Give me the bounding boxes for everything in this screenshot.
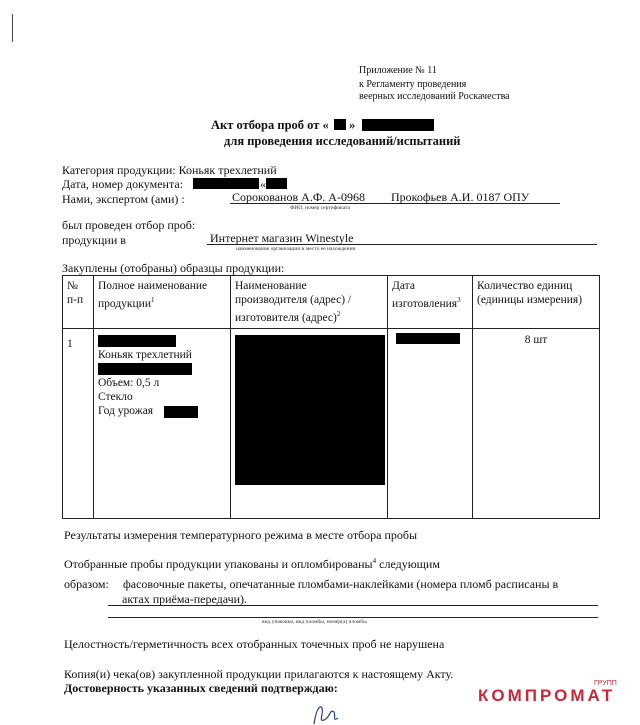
receipt-text: Копия(и) чека(ов) закупленной продукции прилагаются к настоящему Акту. [64,667,454,681]
footnote-ref: 3 [457,296,461,304]
row-name [94,328,231,518]
header-date [388,276,473,329]
row-volume: Объем: 0,5 л [98,376,160,389]
footnote-ref: 1 [150,296,155,304]
place-caption: наименование организации и место ее нахождения [236,246,356,252]
conducted-line-1: был проведен отбор проб: [62,218,196,232]
header-num-line-1: № [67,280,78,292]
footnote-ref: 4 [372,557,377,565]
category: Категория продукции: Коньяк трехлетний [62,163,277,177]
header-date-line-1: Дата [392,280,415,292]
title-prefix: Акт отбора проб от « [211,118,329,132]
row-qty: 8 шт [473,328,600,518]
redaction [266,178,287,189]
integrity-text: Целостность/герметичность всех отобранных точечных проб не нарушена [64,637,445,651]
temp-results: Результаты измерения температурного режима в месте отбора пробы [64,528,418,542]
place-underline [207,244,597,245]
redaction [98,363,192,375]
header-fullname [94,276,231,329]
footnote-ref: 2 [336,310,341,318]
experts-caption: ФИО, номер сертификата [290,205,350,211]
redaction [396,333,460,344]
title-mid: » [349,118,356,132]
header-date-line-2 [392,293,468,311]
purchased-label: Закуплены (отобраны) образцы продукции: [62,261,285,275]
row-harvest-label: Год урожая [98,404,154,417]
header-num [63,276,94,329]
header-producer-text: изготовителя (адрес) [235,311,337,324]
row-num: 1 [63,328,94,518]
row-name-redacted [98,334,226,348]
appendix-line-3: веерных исследований Роскачества [359,91,510,102]
row-name-line-1: Коньяк трехлетний [98,348,192,361]
manner-line-2: актах приёма-передачи). [122,592,248,606]
title-line-2: для проведения исследований/испытаний [224,134,461,148]
header-fullname-line-1: Полное наименование [98,280,208,292]
redaction [362,119,434,131]
header-producer-line-2: производителя (адрес) / [235,294,352,306]
packed-text [64,557,440,572]
redaction [164,406,198,418]
packed-main: Отобранные пробы продукции упакованы и опломбированы [64,557,373,571]
table-header-row [63,276,600,329]
conducted-line-2: продукции в [62,233,126,247]
experts-underline [230,203,560,204]
signature-image [308,700,348,725]
header-qty [473,276,600,329]
manner-underline-2 [108,617,598,618]
header-producer [231,276,388,329]
manner-label: образом: [64,577,109,591]
table-row [63,328,600,518]
row-name-redacted-2 [98,362,226,376]
samples-table [62,275,600,519]
header-producer-line-3 [235,307,383,325]
experts-label: Нами, экспертом (ами) : [62,192,185,206]
appendix-line-2: к Регламенту проведения [359,79,467,90]
manner-caption: вид упаковки, вид пломбы, номер(а) пломбы [262,619,367,625]
place-value: Интернет магазин Winestyle [210,231,354,245]
manner-underline-1 [108,605,598,606]
row-producer [231,328,388,518]
header-num-line-2: п-п [67,294,84,306]
redaction [334,119,346,130]
row-harvest [98,404,226,418]
header-fullname-text: продукции [98,297,151,310]
appendix-line-1: Приложение № 11 [359,65,437,76]
confirm-text: Достоверность указанных сведений подтверждаю: [64,681,338,695]
row-date [388,328,473,518]
manner-line-1: фасовочные пакеты, опечатанные пломбами-наклейками (номера пломб расписаны в [123,577,559,591]
redaction [235,335,385,485]
header-date-text: изготовления [392,297,458,310]
header-producer-line-1: Наименование [235,280,307,292]
watermark-logo: КОМПРОМАТ [478,686,616,705]
redaction [193,178,259,189]
packed-end: следующим [379,557,440,571]
date-quote: « [260,177,266,191]
header-fullname-line-2 [98,293,226,311]
expert-2: Прокофьев А.И. 0187 ОПУ [391,190,530,204]
row-material: Стекло [98,390,133,403]
redaction [98,335,176,347]
date-label: Дата, номер документа: [62,177,184,191]
expert-1: Сорокованов А.Ф. А-0968 [232,190,365,204]
header-qty-line-2: (единицы измерения) [477,294,583,306]
margin-mark [12,14,13,42]
watermark-small: ГРУПП [594,680,617,687]
header-qty-line-1: Количество единиц [477,280,573,292]
